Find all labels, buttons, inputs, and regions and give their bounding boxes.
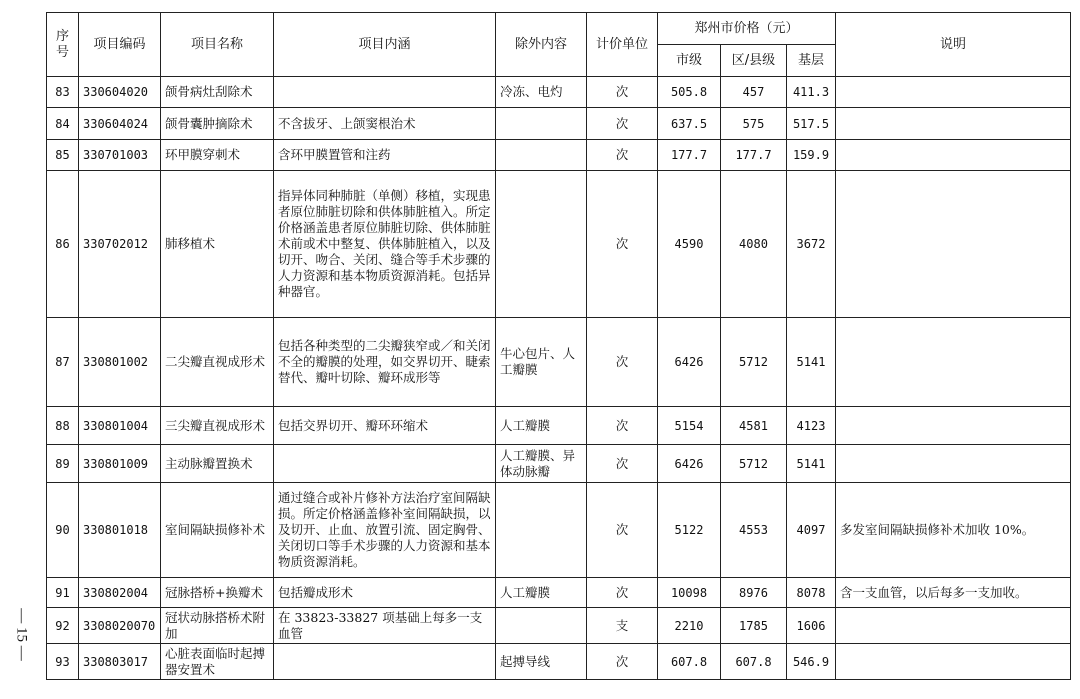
cell-unit: 支: [587, 608, 658, 644]
table-body: [47, 77, 1071, 680]
cell-code: 3308020070: [79, 608, 161, 644]
cell-content: 指异体同种肺脏（单侧）移植，实现患者原位肺脏切除和供体肺脏植入。所定价格涵盖患者原位肺脏切除、供体肺脏术前或术中整复、供体肺脏植入，以及切开、吻合、关闭、缝合等手术步骤的人力资源和基本物质资源消耗。包括异种器官。: [274, 171, 496, 318]
cell-unit: 次: [587, 407, 658, 445]
cell-note: [836, 318, 1071, 407]
cell-exclude: [496, 608, 587, 644]
cell-name: 心脏表面临时起搏器安置术: [161, 644, 274, 680]
cell-exclude: 人工瓣膜、异体动脉瓣: [496, 445, 587, 483]
cell-seq: 91: [47, 578, 79, 608]
cell-code: 330801018: [79, 483, 161, 578]
cell-base: 4097: [787, 483, 836, 578]
cell-note: [836, 644, 1071, 680]
cell-exclude: [496, 171, 587, 318]
table-row: [47, 608, 1071, 644]
cell-note: 含一支血管，以后每多一支加收。: [836, 578, 1071, 608]
cell-city: 5122: [658, 483, 721, 578]
cell-content: 通过缝合或补片修补方法治疗室间隔缺损。所定价格涵盖修补室间隔缺损，以及切开、止血、放置引流、固定胸骨、关闭切口等手术步骤的人力资源和基本物质资源消耗。: [274, 483, 496, 578]
cell-code: 330801004: [79, 407, 161, 445]
cell-unit: 次: [587, 445, 658, 483]
cell-note: [836, 608, 1071, 644]
cell-county: 4581: [721, 407, 787, 445]
cell-city: 177.7: [658, 140, 721, 171]
cell-base: 5141: [787, 318, 836, 407]
table-row: [47, 108, 1071, 140]
cell-base: 3672: [787, 171, 836, 318]
cell-base: 517.5: [787, 108, 836, 140]
cell-code: 330801002: [79, 318, 161, 407]
cell-county: 8976: [721, 578, 787, 608]
cell-unit: 次: [587, 171, 658, 318]
cell-code: 330802004: [79, 578, 161, 608]
cell-content: 包括交界切开、瓣环环缩术: [274, 407, 496, 445]
cell-content: 在 33823-33827 项基础上每多一支血管: [274, 608, 496, 644]
table-row: [47, 644, 1071, 680]
cell-unit: 次: [587, 483, 658, 578]
cell-exclude: 牛心包片、人工瓣膜: [496, 318, 587, 407]
cell-seq: 85: [47, 140, 79, 171]
cell-content: 包括各种类型的二尖瓣狭窄或／和关闭不全的瓣膜的处理，如交界切开、睫索替代、瓣叶切除、瓣环成形等: [274, 318, 496, 407]
cell-county: 177.7: [721, 140, 787, 171]
cell-county: 607.8: [721, 644, 787, 680]
table-row: [47, 77, 1071, 108]
cell-name: 室间隔缺损修补术: [161, 483, 274, 578]
cell-base: 5141: [787, 445, 836, 483]
cell-county: 4080: [721, 171, 787, 318]
cell-note: [836, 171, 1071, 318]
cell-seq: 84: [47, 108, 79, 140]
cell-code: 330701003: [79, 140, 161, 171]
cell-note: 多发室间隔缺损修补术加收 10%。: [836, 483, 1071, 578]
cell-code: 330803017: [79, 644, 161, 680]
cell-seq: 90: [47, 483, 79, 578]
cell-unit: 次: [587, 318, 658, 407]
cell-name: 颌骨病灶刮除术: [161, 77, 274, 108]
cell-code: 330801009: [79, 445, 161, 483]
cell-exclude: 人工瓣膜: [496, 578, 587, 608]
cell-base: 1606: [787, 608, 836, 644]
cell-county: 1785: [721, 608, 787, 644]
cell-content: 含环甲膜置管和注药: [274, 140, 496, 171]
cell-county: 457: [721, 77, 787, 108]
cell-base: 4123: [787, 407, 836, 445]
cell-city: 637.5: [658, 108, 721, 140]
header-unit: 计价单位: [587, 13, 658, 77]
cell-name: 冠脉搭桥+换瓣术: [161, 578, 274, 608]
cell-content: [274, 77, 496, 108]
cell-content: [274, 445, 496, 483]
cell-city: 505.8: [658, 77, 721, 108]
header-county: 区/县级: [721, 45, 787, 77]
cell-unit: 次: [587, 108, 658, 140]
cell-unit: 次: [587, 578, 658, 608]
cell-seq: 93: [47, 644, 79, 680]
cell-exclude: [496, 483, 587, 578]
cell-note: [836, 445, 1071, 483]
cell-content: 包括瓣成形术: [274, 578, 496, 608]
price-table: [46, 12, 1071, 680]
header-seq: 序号: [47, 13, 79, 77]
cell-unit: 次: [587, 644, 658, 680]
cell-exclude: 冷冻、电灼: [496, 77, 587, 108]
cell-content: [274, 644, 496, 680]
header-price-group: 郑州市价格（元）: [658, 13, 836, 45]
cell-note: [836, 77, 1071, 108]
cell-unit: 次: [587, 140, 658, 171]
cell-exclude: [496, 140, 587, 171]
header-exclude: 除外内容: [496, 13, 587, 77]
cell-city: 4590: [658, 171, 721, 318]
cell-seq: 83: [47, 77, 79, 108]
cell-name: 主动脉瓣置换术: [161, 445, 274, 483]
table-row: [47, 407, 1071, 445]
cell-note: [836, 407, 1071, 445]
cell-city: 2210: [658, 608, 721, 644]
table-row: [47, 318, 1071, 407]
cell-seq: 88: [47, 407, 79, 445]
header-name: 项目名称: [161, 13, 274, 77]
table-row: [47, 445, 1071, 483]
cell-county: 575: [721, 108, 787, 140]
cell-exclude: 起搏导线: [496, 644, 587, 680]
cell-seq: 87: [47, 318, 79, 407]
cell-base: 546.9: [787, 644, 836, 680]
cell-exclude: 人工瓣膜: [496, 407, 587, 445]
cell-code: 330604024: [79, 108, 161, 140]
cell-base: 411.3: [787, 77, 836, 108]
cell-seq: 86: [47, 171, 79, 318]
cell-code: 330604020: [79, 77, 161, 108]
cell-county: 5712: [721, 445, 787, 483]
cell-name: 冠状动脉搭桥术附加: [161, 608, 274, 644]
cell-city: 6426: [658, 445, 721, 483]
cell-city: 5154: [658, 407, 721, 445]
table-row: [47, 483, 1071, 578]
cell-name: 颌骨囊肿摘除术: [161, 108, 274, 140]
header-base: 基层: [787, 45, 836, 77]
cell-base: 159.9: [787, 140, 836, 171]
cell-name: 肺移植术: [161, 171, 274, 318]
cell-name: 三尖瓣直视成形术: [161, 407, 274, 445]
table-row: [47, 140, 1071, 171]
cell-city: 607.8: [658, 644, 721, 680]
header-content: 项目内涵: [274, 13, 496, 77]
table-row: [47, 171, 1071, 318]
table-row: [47, 578, 1071, 608]
cell-exclude: [496, 108, 587, 140]
cell-name: 二尖瓣直视成形术: [161, 318, 274, 407]
cell-unit: 次: [587, 77, 658, 108]
cell-county: 4553: [721, 483, 787, 578]
cell-city: 10098: [658, 578, 721, 608]
cell-seq: 89: [47, 445, 79, 483]
cell-note: [836, 140, 1071, 171]
cell-city: 6426: [658, 318, 721, 407]
page-number: — 15 —: [13, 608, 30, 661]
cell-code: 330702012: [79, 171, 161, 318]
cell-county: 5712: [721, 318, 787, 407]
cell-note: [836, 108, 1071, 140]
header-code: 项目编码: [79, 13, 161, 77]
cell-name: 环甲膜穿刺术: [161, 140, 274, 171]
cell-base: 8078: [787, 578, 836, 608]
cell-content: 不含拔牙、上颌窦根治术: [274, 108, 496, 140]
header-note: 说明: [836, 13, 1071, 77]
cell-seq: 92: [47, 608, 79, 644]
header-city: 市级: [658, 45, 721, 77]
